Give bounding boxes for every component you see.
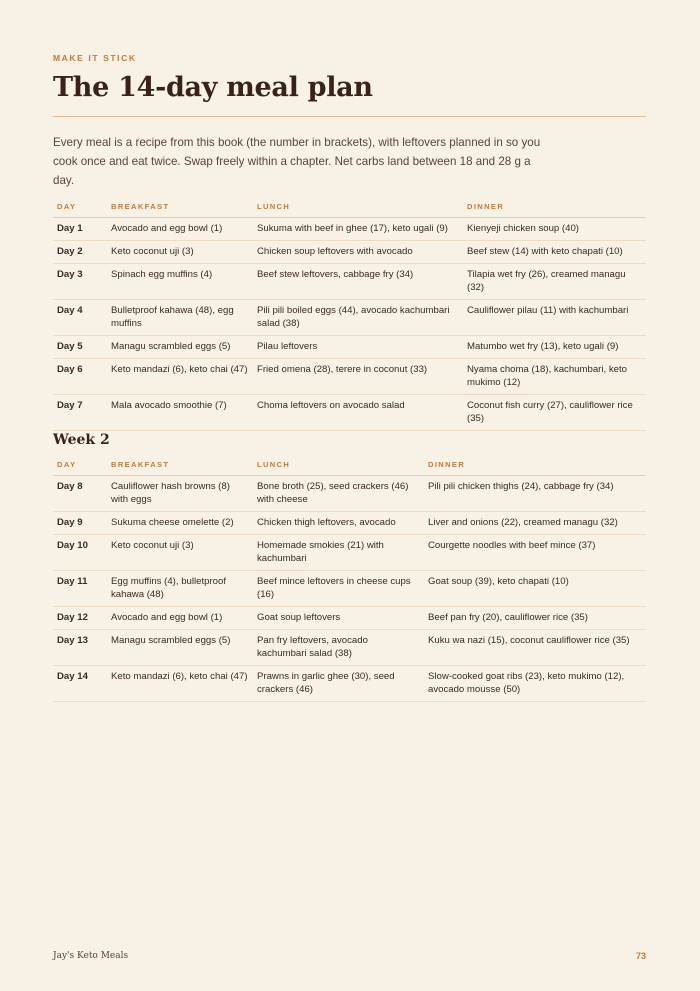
page-title: The 14-day meal plan	[53, 72, 373, 103]
breakfast-cell: Mala avocado smoothie (7)	[107, 395, 253, 431]
dinner-cell: Pili pili chicken thighs (24), cabbage fry (34)	[424, 476, 646, 512]
title-divider	[53, 116, 646, 117]
dinner-cell: Kienyeji chicken soup (40)	[463, 218, 646, 241]
day-cell: Day 7	[53, 395, 107, 431]
lunch-cell: Pili pili boiled eggs (44), avocado kachumbari salad (38)	[253, 300, 463, 336]
week-1-meal-table	[53, 195, 646, 431]
lunch-cell: Sukuma with beef in ghee (17), keto ugali (9)	[253, 218, 463, 241]
day-cell: Day 9	[53, 512, 107, 535]
breakfast-cell: Avocado and egg bowl (1)	[107, 218, 253, 241]
table-row	[53, 336, 646, 359]
lunch-cell: Choma leftovers on avocado salad	[253, 395, 463, 431]
dinner-cell: Beef stew (14) with keto chapati (10)	[463, 241, 646, 264]
day-cell: Day 4	[53, 300, 107, 336]
breakfast-cell: Keto mandazi (6), keto chai (47)	[107, 359, 253, 395]
table-row	[53, 395, 646, 431]
table-row	[53, 264, 646, 300]
breakfast-cell: Sukuma cheese omelette (2)	[107, 512, 253, 535]
lunch-cell: Bone broth (25), seed crackers (46) with cheese	[253, 476, 424, 512]
footer-book-title: Jay's Keto Meals	[53, 951, 129, 961]
lunch-cell: Fried omena (28), terere in coconut (33)	[253, 359, 463, 395]
lunch-cell: Prawns in garlic ghee (30), seed crackers (46)	[253, 666, 424, 702]
table-header-row	[53, 195, 646, 218]
table-row	[53, 630, 646, 666]
day-cell: Day 11	[53, 571, 107, 607]
table-row	[53, 300, 646, 336]
table-row	[53, 241, 646, 264]
day-cell: Day 3	[53, 264, 107, 300]
dinner-cell: Liver and onions (22), creamed managu (32)	[424, 512, 646, 535]
day-cell: Day 10	[53, 535, 107, 571]
breakfast-cell: Keto coconut uji (3)	[107, 241, 253, 264]
dinner-cell: Tilapia wet fry (26), creamed managu (32)	[463, 264, 646, 300]
dinner-cell: Kuku wa nazi (15), coconut cauliflower rice (35)	[424, 630, 646, 666]
lunch-cell: Beef stew leftovers, cabbage fry (34)	[253, 264, 463, 300]
dinner-cell: Beef pan fry (20), cauliflower rice (35)	[424, 607, 646, 630]
table-row	[53, 218, 646, 241]
breakfast-cell: Avocado and egg bowl (1)	[107, 607, 253, 630]
breakfast-cell: Keto coconut uji (3)	[107, 535, 253, 571]
breakfast-cell: Keto mandazi (6), keto chai (47)	[107, 666, 253, 702]
column-header-lunch: LUNCH	[253, 453, 424, 476]
lunch-cell: Beef mince leftovers in cheese cups (16)	[253, 571, 424, 607]
day-cell: Day 2	[53, 241, 107, 264]
day-cell: Day 6	[53, 359, 107, 395]
dinner-cell: Coconut fish curry (27), cauliflower rice (35)	[463, 395, 646, 431]
table-row	[53, 359, 646, 395]
dinner-cell: Goat soup (39), keto chapati (10)	[424, 571, 646, 607]
lunch-cell: Chicken soup leftovers with avocado	[253, 241, 463, 264]
lunch-cell: Pilau leftovers	[253, 336, 463, 359]
column-header-dinner: DINNER	[463, 195, 646, 218]
breakfast-cell: Managu scrambled eggs (5)	[107, 336, 253, 359]
table-row	[53, 476, 646, 512]
dinner-cell: Courgette noodles with beef mince (37)	[424, 535, 646, 571]
column-header-lunch: LUNCH	[253, 195, 463, 218]
dinner-cell: Cauliflower pilau (11) with kachumbari	[463, 300, 646, 336]
column-header-day: DAY	[53, 195, 107, 218]
dinner-cell: Matumbo wet fry (13), keto ugali (9)	[463, 336, 646, 359]
table-row	[53, 607, 646, 630]
column-header-breakfast: BREAKFAST	[107, 195, 253, 218]
breakfast-cell: Spinach egg muffins (4)	[107, 264, 253, 300]
table-row	[53, 535, 646, 571]
week-2-heading: Week 2	[53, 432, 110, 448]
day-cell: Day 14	[53, 666, 107, 702]
day-cell: Day 5	[53, 336, 107, 359]
dinner-cell: Nyama choma (18), kachumbari, keto mukimo (12)	[463, 359, 646, 395]
table-row	[53, 666, 646, 702]
intro-paragraph: Every meal is a recipe from this book (the number in brackets), with leftovers planned in so you cook once and eat twice. Swap freely within a chapter. Net carbs land between 18 and 28 g a day.	[53, 136, 541, 187]
day-cell: Day 13	[53, 630, 107, 666]
day-cell: Day 8	[53, 476, 107, 512]
lunch-cell: Goat soup leftovers	[253, 607, 424, 630]
breakfast-cell: Cauliflower hash browns (8) with eggs	[107, 476, 253, 512]
column-header-dinner: DINNER	[424, 453, 646, 476]
week-2-meal-table	[53, 453, 646, 702]
breakfast-cell: Managu scrambled eggs (5)	[107, 630, 253, 666]
table-header-row	[53, 453, 646, 476]
footer-page-number: 73	[635, 951, 646, 961]
table-row	[53, 571, 646, 607]
lunch-cell: Homemade smokies (21) with kachumbari	[253, 535, 424, 571]
section-eyebrow: MAKE IT STICK	[53, 53, 137, 63]
breakfast-cell: Egg muffins (4), bulletproof kahawa (48)	[107, 571, 253, 607]
column-header-day: DAY	[53, 453, 107, 476]
day-cell: Day 1	[53, 218, 107, 241]
breakfast-cell: Bulletproof kahawa (48), egg muffins	[107, 300, 253, 336]
column-header-breakfast: BREAKFAST	[107, 453, 253, 476]
lunch-cell: Pan fry leftovers, avocado kachumbari salad (38)	[253, 630, 424, 666]
lunch-cell: Chicken thigh leftovers, avocado	[253, 512, 424, 535]
day-cell: Day 12	[53, 607, 107, 630]
dinner-cell: Slow-cooked goat ribs (23), keto mukimo (12), avocado mousse (50)	[424, 666, 646, 702]
table-row	[53, 512, 646, 535]
